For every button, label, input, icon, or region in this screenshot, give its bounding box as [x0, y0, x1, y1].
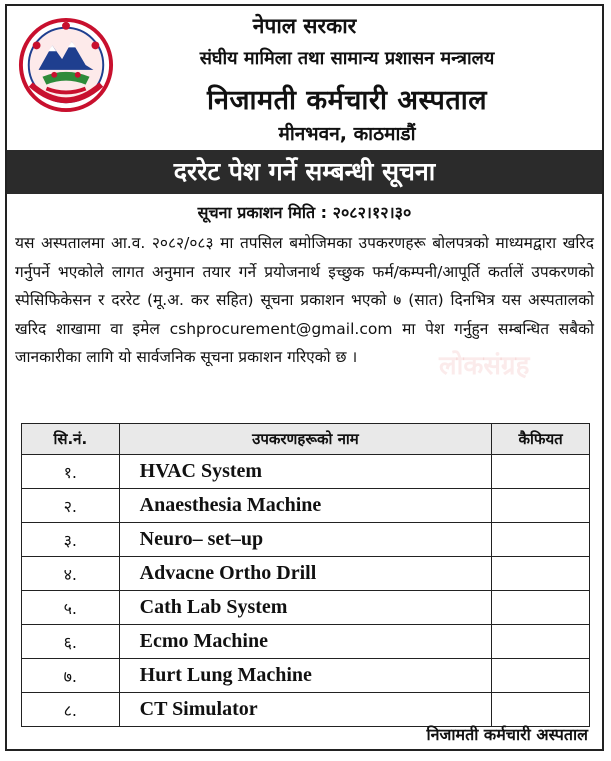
- row-remarks: [492, 659, 590, 693]
- row-remarks: [492, 455, 590, 489]
- table-row: [22, 591, 590, 625]
- row-equipment-name: Advacne Ortho Drill: [119, 557, 492, 591]
- table-row: [22, 455, 590, 489]
- watermark-text: लोकसंग्रह: [439, 351, 530, 381]
- row-remarks: [492, 523, 590, 557]
- row-sn: ८.: [22, 693, 120, 727]
- publication-date: सूचना प्रकाशन मिति : २०८२।१२।३०: [197, 203, 412, 222]
- row-sn: ४.: [22, 557, 120, 591]
- table-row: [22, 489, 590, 523]
- row-remarks: [492, 625, 590, 659]
- header-sn: सि.नं.: [22, 424, 120, 455]
- hospital-location: मीनभवन, काठमाडौं: [278, 123, 416, 145]
- row-equipment-name: Anaesthesia Machine: [119, 489, 492, 523]
- table-header-row: [22, 424, 590, 455]
- table-row: [22, 693, 590, 727]
- row-remarks: [492, 693, 590, 727]
- row-sn: १.: [22, 455, 120, 489]
- row-equipment-name: Neuro– set–up: [119, 523, 492, 557]
- row-sn: ३.: [22, 523, 120, 557]
- government-name: नेपाल सरकार: [252, 14, 357, 38]
- row-sn: २.: [22, 489, 120, 523]
- table-row: [22, 523, 590, 557]
- header-equipment-name: उपकरणहरूको नाम: [119, 424, 492, 455]
- row-remarks: [492, 489, 590, 523]
- row-equipment-name: HVAC System: [119, 455, 492, 489]
- row-equipment-name: CT Simulator: [119, 693, 492, 727]
- notice-body: यस अस्पतालमा आ.व. २०८२/०८३ मा तपसिल बमोजिमका उपकरणहरू बोलपत्रको माध्यमद्वारा खरिद गर्नुपर्ने भएकोले लागत अनुमान तयार गर्ने प्रयोजनार्थ इच्छुक फर्म/कम्पनी/आपूर्ति कर्तालें उपकरणको स्पेसिफिकेसन र दररेट (मू.अ. कर सहित) सूचना प्रकाशन भएको ७ (सात) दिनभित्र यस अस्पतालको खरिद शाखामा वा इमेल cshprocurement@gmail.com मा पेश गर्नुहुन सम्बन्धित सबैको जानकारीका लागि यो सार्वजनिक सूचना प्रकाशन गरिएको छ ।: [15, 234, 594, 366]
- notice-title: दररेट पेश गर्ने सम्बन्धी सूचना: [7, 150, 602, 194]
- row-equipment-name: Hurt Lung Machine: [119, 659, 492, 693]
- row-equipment-name: Cath Lab System: [119, 591, 492, 625]
- public-notice: [5, 4, 604, 751]
- notice-header: [7, 6, 602, 148]
- equipment-table: [21, 423, 590, 727]
- row-sn: ५.: [22, 591, 120, 625]
- row-sn: ६.: [22, 625, 120, 659]
- ministry-name: संघीय मामिला तथा सामान्य प्रशासन मन्त्रालय: [199, 48, 495, 69]
- signoff: निजामती कर्मचारी अस्पताल: [426, 725, 588, 744]
- table-row: [22, 557, 590, 591]
- header-remarks: कैफियत: [492, 424, 590, 455]
- hospital-name: निजामती कर्मचारी अस्पताल: [206, 85, 488, 116]
- table-row: [22, 659, 590, 693]
- row-remarks: [492, 557, 590, 591]
- table-row: [22, 625, 590, 659]
- row-equipment-name: Ecmo Machine: [119, 625, 492, 659]
- row-sn: ७.: [22, 659, 120, 693]
- row-remarks: [492, 591, 590, 625]
